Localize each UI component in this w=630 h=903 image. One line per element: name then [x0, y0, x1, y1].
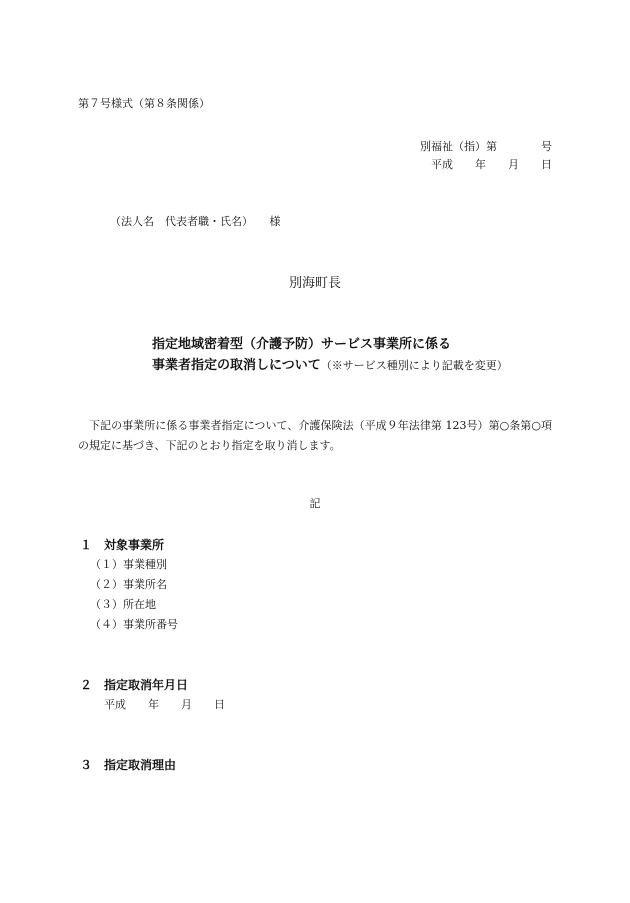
- form-number: 第７号様式（第８条関係）: [78, 97, 210, 110]
- section-1-item: （２）事業所名: [90, 578, 167, 591]
- section-3-heading: ３ 指定取消理由: [80, 758, 177, 772]
- document-number-block: [420, 138, 552, 174]
- section-1-item: （１）事業種別: [90, 558, 167, 571]
- section-1-heading: １ 対象事業所: [80, 538, 165, 552]
- ki-heading: 記: [309, 497, 321, 510]
- section-1-item: （４）事業所番号: [90, 618, 178, 631]
- body-paragraph: 下記の事業所に係る事業者指定について、介護保険法（平成９年法律第 123号）第○条第○項の規定に基づき、下記のとおり指定を取り消します。: [78, 419, 552, 452]
- title-line-2: [152, 358, 508, 374]
- document-number: 別福祉（指）第 号: [420, 140, 552, 153]
- title-line-2-text: 事業者指定の取消しについて: [152, 358, 321, 373]
- title-note: （※サービス種別により記載を変更）: [320, 359, 508, 372]
- document-date: 平成 年 月 日: [431, 158, 552, 171]
- section-2-heading: ２ 指定取消年月日: [80, 678, 189, 692]
- section-1-item: （３）所在地: [90, 598, 156, 611]
- addressee: （法人名 代表者職・氏名） 様: [110, 215, 281, 228]
- revocation-date: 平成 年 月 日: [104, 698, 225, 711]
- issuer: 別海町長: [288, 276, 341, 291]
- title-line-1: 指定地域密着型（介護予防）サービス事業所に係る: [152, 337, 452, 352]
